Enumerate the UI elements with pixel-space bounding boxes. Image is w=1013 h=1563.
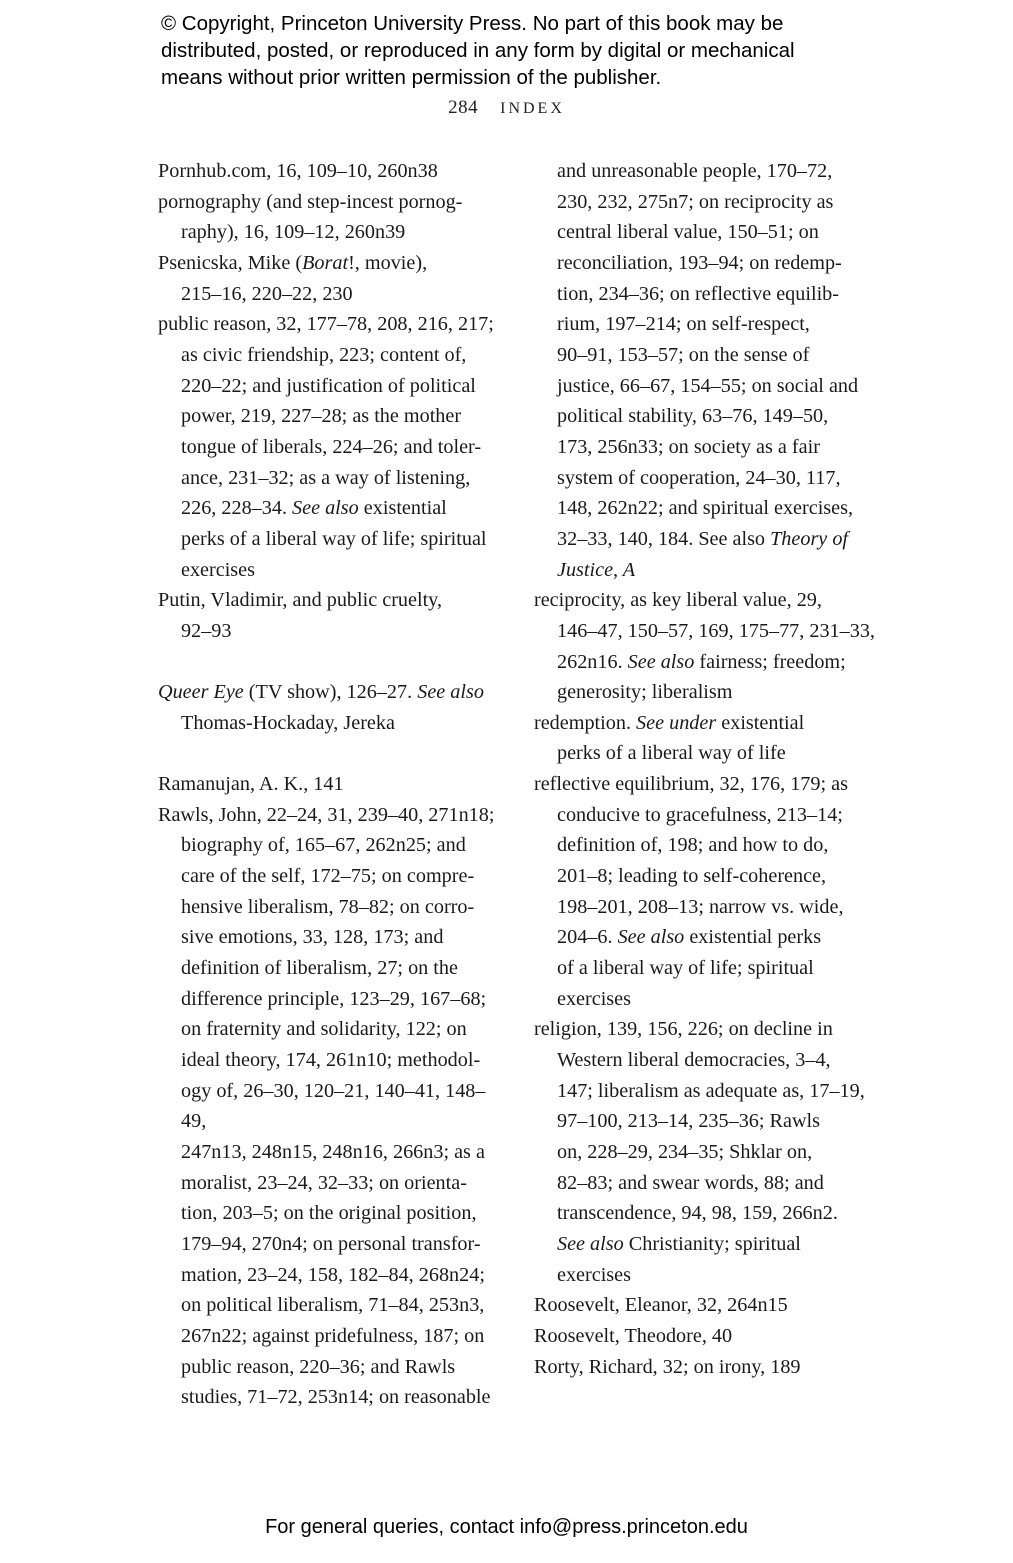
index-entry-pornhub: Pornhub.com, 16, 109–10, 260n38 xyxy=(158,160,438,182)
copyright-line: © Copyright, Princeton University Press. No part of this book may be xyxy=(161,12,784,35)
copyright-notice xyxy=(161,10,881,91)
index-entry-pornography: pornography (and step-incest pornog- raphy), 16, 109–12, 260n39 xyxy=(158,190,463,244)
index-entry-rawls: Rawls, John, 22–24, 31, 239–40, 271n18; biography of, 165–67, 262n25; and care of the self, 172–75; on compre- hensive liberalism, 78–82; on corro- sive emotions, 33, 128, 173; and definition of liberalism, 27; on the difference principle, 123–29, 167–68; on fraternity and solidarity, 122; on ideal theory, 174, 261n10; methodol- ogy of, 26–30, 120–21, 140–41, 148–49, 247n13, 248n15, 248n16, 266n3; as a moralist, 23–24, 32–33; on orienta- tion, 203–5; on the original position, 179–94, 270n4; on personal transfor- mation, 23–24, 158, 182–84, 268n24; on political liberalism, 71–84, 253n3, 267n22; against pridefulness, 187; on public reason, 220–36; and Rawls studies, 71–72, 253n14; on reasonable xyxy=(158,803,495,1409)
index-entry-reflective-equilibrium: reflective equilibrium, 32, 176, 179; as conducive to gracefulness, 213–14; definition of, 198; and how to do, 201–8; leading to self-coherence, 198–201, 208–13; narrow vs. wide, 204–6. See also existential perks of a liberal way of life; spiritual exercises xyxy=(534,773,848,1010)
index-column-left xyxy=(158,156,503,1413)
index-entry-rorty: Rorty, Richard, 32; on irony, 189 xyxy=(534,1355,801,1378)
index-entry-public-reason: public reason, 32, 177–78, 208, 216, 217; as civic friendship, 223; content of, 220–22; and justification of political power, 219, 227–28; as the mother tongue of liberals, 224–26; and toler- ance, 231–32; as a way of listening, 226, 228–34. See also existential perks of a liberal way of life; spiritual exercises xyxy=(158,313,494,581)
copyright-line: means without prior written permission of the publisher. xyxy=(161,66,662,89)
index-entry-roosevelt-theodore: Roosevelt, Theodore, 40 xyxy=(534,1324,733,1347)
section-title: INDEX xyxy=(500,100,565,117)
index-entry-redemption: redemption. See under existential perks of a liberal way of life xyxy=(534,711,805,765)
index-column-right xyxy=(534,156,879,1382)
index-entry-reciprocity: reciprocity, as key liberal value, 29, 146–47, 150–57, 169, 175–77, 231–33, 262n16. See also fairness; freedom; generosity; liberalism xyxy=(534,589,875,704)
footer-contact: For general queries, contact info@press.princeton.edu xyxy=(265,1516,748,1538)
running-head xyxy=(0,97,1013,119)
page-number: 284 xyxy=(448,97,479,118)
index-entry-religion: religion, 139, 156, 226; on decline in Western liberal democracies, 3–4, 147; liberalism as adequate as, 17–19, 97–100, 213–14, 235–36; Rawls on, 228–29, 234–35; Shklar on, 82–83; and swear words, 88; and transcendence, 94, 98, 159, 266n2. See also Christianity; spiritual exercises xyxy=(534,1018,865,1286)
index-entry-queer-eye: Queer Eye (TV show), 126–27. See also Thomas-Hockaday, Jereka xyxy=(158,681,484,734)
index-entry-ramanujan: Ramanujan, A. K., 141 xyxy=(158,773,344,796)
copyright-line: distributed, posted, or reproduced in any form by digital or mechanical xyxy=(161,39,795,62)
index-entry-rawls-continued: and unreasonable people, 170–72, 230, 232, 275n7; on reciprocity as central liberal value, 150–51; on reconciliation, 193–94; on redemp- tion, 234–36; on reflective equilib- rium, 197–214; on self-respect, 90–91, 153–57; on the sense of justice, 66–67, 154–55; on social and political stability, 63–76, 149–50, 173, 256n33; on society as a fair system of cooperation, 24–30, 117, 148, 262n22; and spiritual exercises, 32–33, 140, 184. See also Theory of Justice, A xyxy=(557,160,859,581)
index-entry-psenicska: Psenicska, Mike (Borat!, movie), 215–16, 220–22, 230 xyxy=(158,251,428,305)
index-entry-roosevelt-eleanor: Roosevelt, Eleanor, 32, 264n15 xyxy=(534,1294,788,1317)
index-entry-putin: Putin, Vladimir, and public cruelty, 92–93 xyxy=(158,589,443,642)
